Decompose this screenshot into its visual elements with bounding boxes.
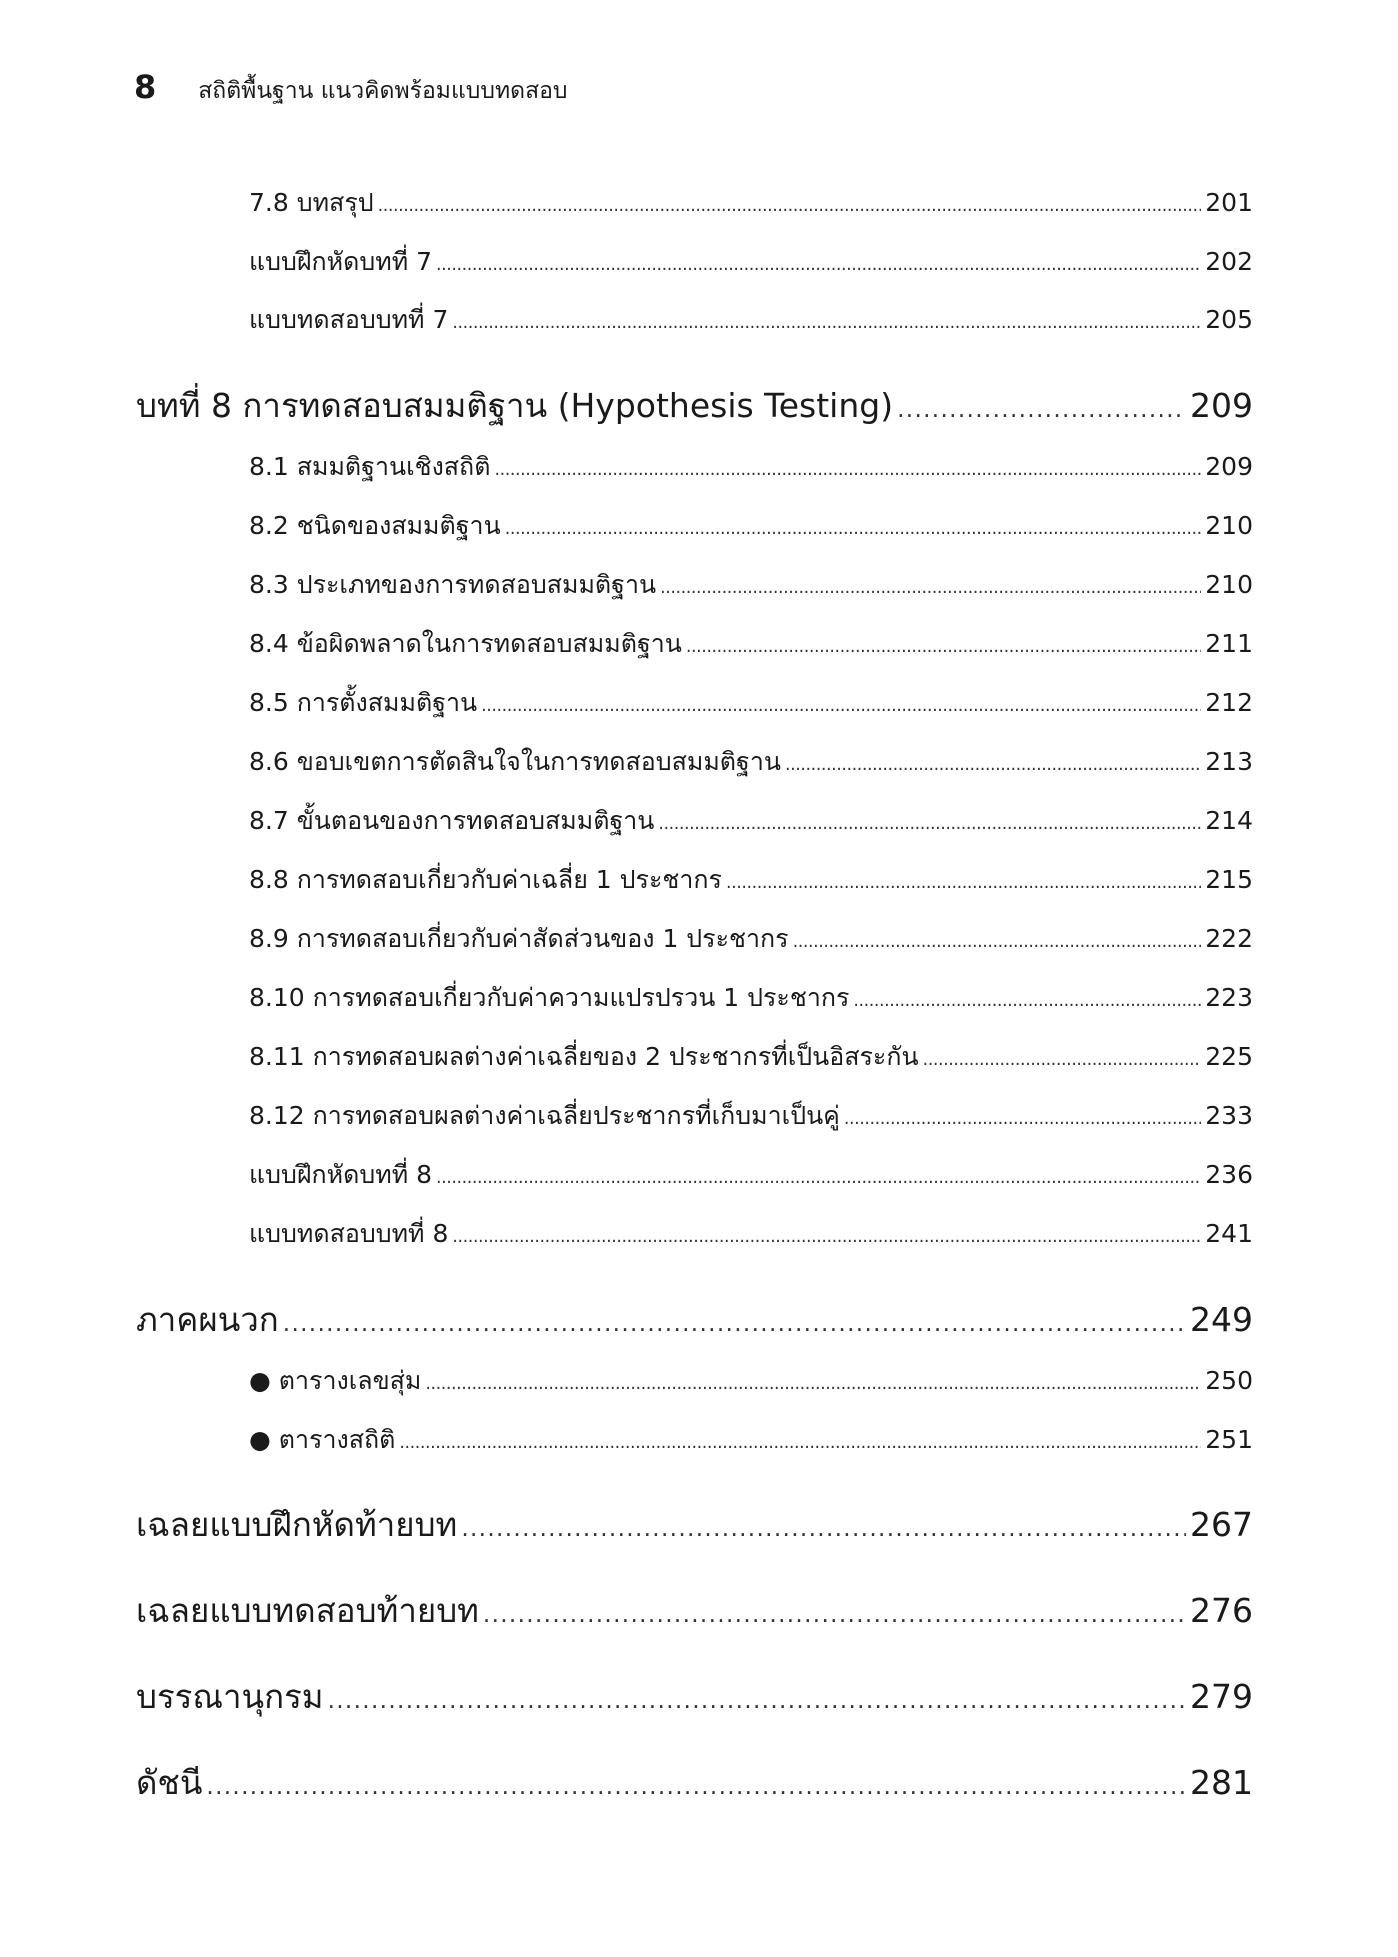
toc-entry-test-7[interactable]: [249, 300, 1253, 340]
dot-leader: [897, 397, 1186, 423]
dot-leader: [494, 460, 1201, 480]
toc-entry-label: แบบฝึกหัดบทที่ 8: [249, 1160, 433, 1189]
toc-entry-exercise-7[interactable]: [249, 242, 1253, 282]
toc-entry-label: 7.8 บทสรุป: [249, 188, 374, 217]
toc-entry-page: 225: [1205, 1042, 1253, 1071]
dot-leader: [425, 1374, 1201, 1394]
toc-exercise-answers[interactable]: [136, 1498, 1253, 1551]
toc-entry-page: 215: [1205, 865, 1253, 894]
dot-leader: [658, 814, 1201, 834]
toc-entry-8-8[interactable]: [249, 860, 1253, 900]
dot-leader: [436, 1168, 1201, 1188]
dot-leader: [378, 196, 1202, 216]
toc-entry-8-10[interactable]: [249, 978, 1253, 1018]
dot-leader: [461, 1516, 1186, 1542]
toc-entry-label: แบบฝึกหัดบทที่ 7: [249, 247, 433, 276]
toc-entry-page: 251: [1205, 1425, 1253, 1454]
dot-leader: [686, 637, 1201, 657]
toc-entry-label: 8.12 การทดสอบผลต่างค่าเฉลี่ยประชากรที่เก็บมาเป็นคู่: [249, 1101, 840, 1130]
dot-leader: [452, 1227, 1201, 1247]
toc-chapter-page: 281: [1190, 1763, 1253, 1802]
toc-entry-8-9[interactable]: [249, 919, 1253, 959]
toc-entry-label: 8.3 ประเภทของการทดสอบสมมติฐาน: [249, 570, 657, 599]
toc-entry-label: 8.1 สมมติฐานเชิงสถิติ: [249, 452, 491, 481]
toc-entry-8-3[interactable]: [249, 565, 1253, 605]
toc-chapter-8[interactable]: [136, 379, 1253, 432]
toc-appendix[interactable]: [136, 1293, 1253, 1346]
dot-leader: [436, 255, 1201, 275]
toc-entry-page: 233: [1205, 1101, 1253, 1130]
toc-entry-page: 211: [1205, 629, 1253, 658]
toc-entry-label: 8.9 การทดสอบเกี่ยวกับค่าสัดส่วนของ 1 ประชากร: [249, 924, 789, 953]
toc-entry-page: 214: [1205, 806, 1253, 835]
toc-entry-label: ● ตารางเลขสุ่ม: [249, 1366, 422, 1395]
toc-entry-exercise-8[interactable]: [249, 1155, 1253, 1195]
toc-entry-label: 8.6 ขอบเขตการตัดสินใจในการทดสอบสมมติฐาน: [249, 747, 781, 776]
dot-leader: [483, 1602, 1186, 1628]
toc-entry-page: 223: [1205, 983, 1253, 1012]
toc-entry-page: 201: [1205, 188, 1253, 217]
toc-entry-page: 210: [1205, 511, 1253, 540]
dot-leader: [328, 1688, 1186, 1714]
dot-leader: [726, 873, 1201, 893]
dot-leader: [793, 932, 1202, 952]
toc-entry-8-6[interactable]: [249, 742, 1253, 782]
toc-entry-label: แบบทดสอบบทที่ 7: [249, 305, 449, 334]
toc-entry-8-1[interactable]: [249, 447, 1253, 487]
dot-leader: [660, 578, 1201, 598]
running-header: [134, 68, 568, 109]
toc-entry-random-table[interactable]: [249, 1361, 1253, 1401]
toc-index[interactable]: [136, 1756, 1253, 1809]
toc-chapter-page: 249: [1190, 1300, 1253, 1339]
toc-entry-8-5[interactable]: [249, 683, 1253, 723]
dot-leader: [785, 755, 1201, 775]
toc-entry-label: ● ตารางสถิติ: [249, 1425, 396, 1454]
toc-entry-label: แบบทดสอบบทที่ 8: [249, 1219, 449, 1248]
toc-entry-page: 202: [1205, 247, 1253, 276]
toc-entry-label: 8.11 การทดสอบผลต่างค่าเฉลี่ยของ 2 ประชากรที่เป็นอิสระกัน: [249, 1042, 919, 1071]
toc-chapter-label: เฉลยแบบฝึกหัดท้ายบท: [136, 1505, 458, 1544]
toc-entry-page: 222: [1205, 924, 1253, 953]
dot-leader: [923, 1050, 1202, 1070]
toc-entry-page: 241: [1205, 1219, 1253, 1248]
dot-leader: [452, 313, 1201, 333]
toc-entry-label: 8.8 การทดสอบเกี่ยวกับค่าเฉลี่ย 1 ประชากร: [249, 865, 722, 894]
toc-entry-label: 8.10 การทดสอบเกี่ยวกับค่าความแปรปรวน 1 ประชากร: [249, 983, 850, 1012]
toc-chapter-page: 279: [1190, 1677, 1253, 1716]
toc-entry-8-7[interactable]: [249, 801, 1253, 841]
toc-chapter-label: เฉลยแบบทดสอบท้ายบท: [136, 1591, 479, 1630]
toc-chapter-label: ภาคผนวก: [136, 1300, 279, 1339]
toc-entry-page: 250: [1205, 1366, 1253, 1395]
toc-chapter-label: บทที่ 8 การทดสอบสมมติฐาน (Hypothesis Testing): [136, 386, 894, 425]
toc-entry-label: 8.7 ขั้นตอนของการทดสอบสมมติฐาน: [249, 806, 655, 835]
toc-entry-8-2[interactable]: [249, 506, 1253, 546]
dot-leader: [283, 1311, 1186, 1337]
dot-leader: [844, 1109, 1201, 1129]
page-number: 8: [134, 68, 157, 106]
dot-leader: [853, 991, 1201, 1011]
toc-chapter-page: 276: [1190, 1591, 1253, 1630]
toc-bibliography[interactable]: [136, 1670, 1253, 1723]
toc-chapter-page: 267: [1190, 1505, 1253, 1544]
toc-entry-8-11[interactable]: [249, 1037, 1253, 1077]
toc-entry-page: 205: [1205, 305, 1253, 334]
toc-entry-label: 8.2 ชนิดของสมมติฐาน: [249, 511, 501, 540]
toc-entry-8-12[interactable]: [249, 1096, 1253, 1136]
toc-chapter-label: บรรณานุกรม: [136, 1677, 324, 1716]
toc-entry-page: 236: [1205, 1160, 1253, 1189]
toc-entry-test-8[interactable]: [249, 1214, 1253, 1254]
toc-test-answers[interactable]: [136, 1584, 1253, 1637]
toc-chapter-label: ดัชนี: [136, 1763, 203, 1802]
dot-leader: [481, 696, 1201, 716]
toc-entry-stat-table[interactable]: [249, 1420, 1253, 1460]
toc-chapter-page: 209: [1190, 386, 1253, 425]
dot-leader: [399, 1433, 1201, 1453]
book-title: สถิติพื้นฐาน แนวคิดพร้อมแบบทดสอบ: [198, 78, 568, 104]
toc-entry-label: 8.4 ข้อผิดพลาดในการทดสอบสมมติฐาน: [249, 629, 682, 658]
toc-entry-page: 209: [1205, 452, 1253, 481]
toc-entry-7-8[interactable]: [249, 183, 1253, 223]
toc-entry-8-4[interactable]: [249, 624, 1253, 664]
dot-leader: [505, 519, 1202, 539]
toc-entry-page: 212: [1205, 688, 1253, 717]
toc-entry-page: 210: [1205, 570, 1253, 599]
dot-leader: [206, 1774, 1186, 1800]
toc-entry-label: 8.5 การตั้งสมมติฐาน: [249, 688, 478, 717]
toc-entry-page: 213: [1205, 747, 1253, 776]
